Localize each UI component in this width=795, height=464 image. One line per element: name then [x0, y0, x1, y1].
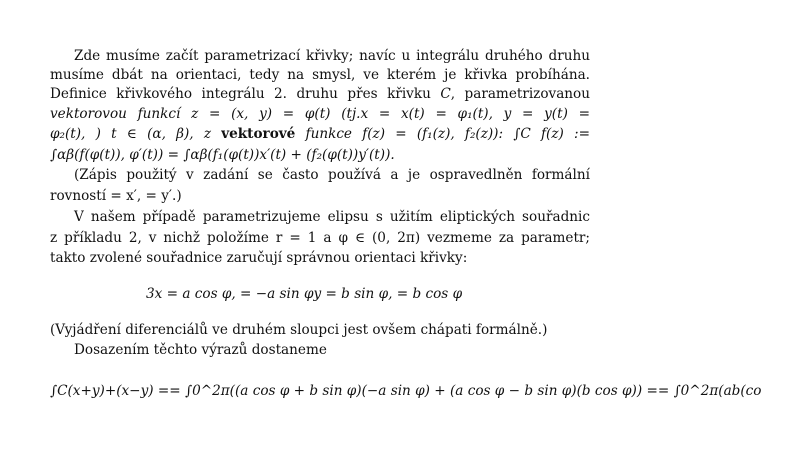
- p1-line1: Zde musíme začít parametrizací křivky; navíc u integrálu druhého druhu: [74, 48, 590, 64]
- display-equation: 3x = a cos φ, = −a sin φy = b sin φ, = b cos φ: [146, 286, 463, 302]
- p1-line6: ∫αβ(f(φ(t)), φ′(t)) = ∫αβ(f₁(φ(t))x′(t) + (f₂(φ(t))y′(t)).: [50, 147, 395, 163]
- curve-symbol: C: [440, 86, 451, 102]
- p1-line5-a: φ₂(t), ) t ∈ (α, β), z: [50, 126, 222, 142]
- p1-line2: musíme dbát na orientaci, tedy na smysl, ve kterém je křivka probíhána.: [50, 67, 590, 83]
- formal-note: (Vyjádření diferenciálů ve druhém sloupci jest ovšem chápati formálně.): [50, 322, 548, 338]
- p3-line1: V našem případě parametrizujeme elipsu s užitím eliptických souřadnic: [74, 209, 590, 225]
- lead-sentence: Dosazením těchto výrazů dostaneme: [74, 342, 327, 358]
- p1-line5: [50, 125, 590, 143]
- vektorove-bold: vektorové: [221, 126, 296, 142]
- p2-line2: rovností = x′, = y′.): [50, 188, 182, 204]
- p3-line2: z příkladu 2, v nichž položíme r = 1 a φ ∈ (0, 2π) vezmeme za parametr;: [50, 230, 590, 246]
- final-integral: ∫C(x+y)+(x−y) == ∫0^2π((a cos φ + b sin φ)(−a sin φ) + (a cos φ − b sin φ)(b cos φ)) == ∫0^2π(ab(co: [50, 383, 762, 399]
- p1-line5-b: funkce f(z) = (f₁(z), f₂(z)): ∫C f(z) :=: [295, 126, 590, 142]
- p1-line3-b: , parametrizovanou: [450, 86, 590, 102]
- p3-line3: takto zvolené souřadnice zaručují správnou orientaci křivky:: [50, 250, 468, 266]
- p1-line3: [50, 85, 590, 103]
- p1-line3-a: Definice křivkového integrálu 2. druhu přes křivku: [50, 86, 441, 102]
- p1-line4: vektorovou funkcí z = (x, y) = φ(t) (tj.x = x(t) = φ₁(t), y = y(t) =: [50, 106, 590, 122]
- p2-line1: (Zápis použitý v zadání se často používá a je ospravedlněn formální: [74, 167, 590, 183]
